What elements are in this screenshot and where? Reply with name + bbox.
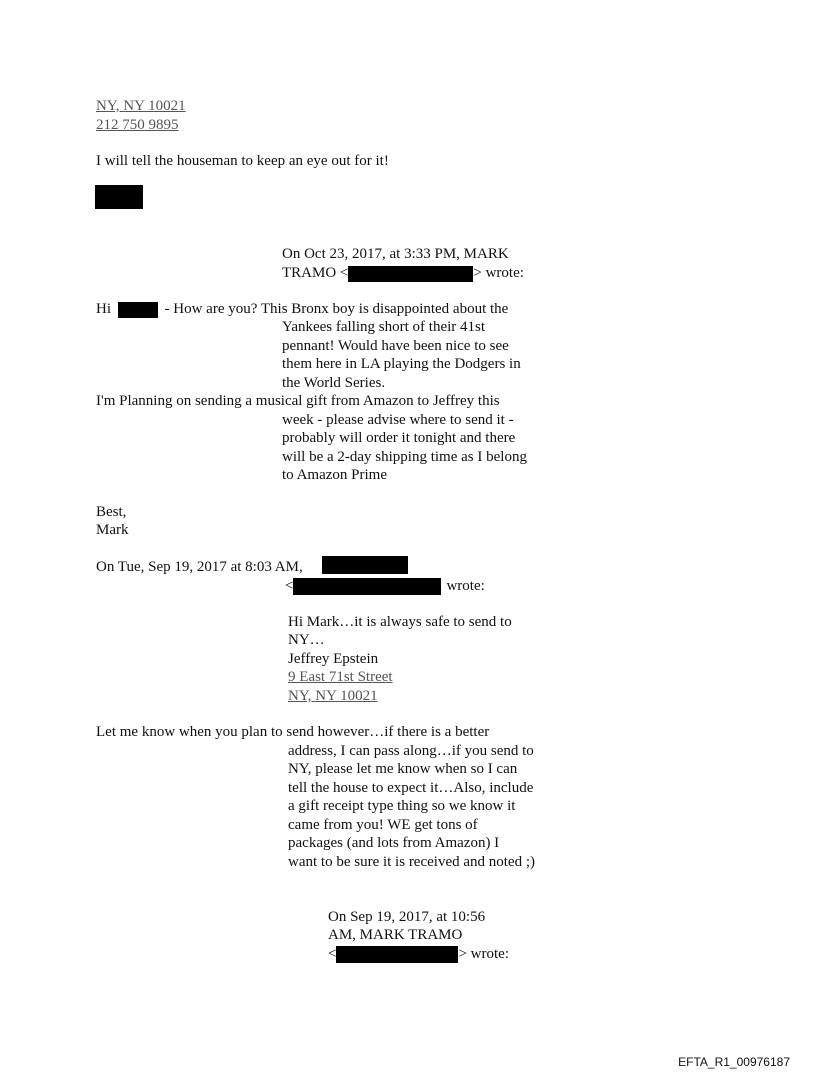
msg1-greeting: Hi — [96, 301, 111, 317]
msg3-line: want to be sure it is received and noted ;) — [288, 854, 536, 870]
redaction-block-signature — [95, 185, 143, 209]
msg3-line: address, I can pass along…if you send to — [288, 743, 534, 759]
quote-header-1-line2 — [282, 264, 524, 282]
quote-header-3-lt: < — [328, 946, 337, 962]
signoff: Best, — [96, 504, 127, 520]
msg2-line: Hi Mark…it is always safe to send to — [288, 614, 512, 630]
msg1-line: pennant! Would have been nice to see — [282, 338, 509, 354]
quote-header-2-line1 — [96, 558, 303, 576]
msg1-para2-first: I'm Planning on sending a musical gift from Amazon to Jeffrey this — [96, 393, 500, 409]
msg1-line: week - please advise where to send it - — [282, 412, 514, 428]
signature-name: Mark — [96, 522, 129, 538]
address-city-link[interactable]: NY, NY 10021 — [96, 98, 186, 114]
quote-header-3-line2: AM, MARK TRAMO — [328, 927, 463, 943]
msg3-line: a gift receipt type thing so we know it — [288, 798, 516, 814]
quote-header-2-lt: < — [285, 578, 294, 594]
msg3-line: NY, please let me know when so I can — [288, 761, 518, 777]
quote-header-3-wrote: > wrote: — [458, 946, 509, 962]
msg3-line: tell the house to expect it…Also, include — [288, 780, 534, 796]
msg3-line: came from you! WE get tons of — [288, 817, 478, 833]
redaction-block-sender — [322, 556, 408, 574]
quote-header-3-line1: On Sep 19, 2017, at 10:56 — [328, 909, 486, 925]
redaction-block-name — [118, 302, 158, 318]
reply-text: I will tell the houseman to keep an eye out for it! — [96, 153, 389, 169]
msg1-line: the World Series. — [282, 375, 386, 391]
redaction-block-email — [336, 946, 458, 963]
quote-header-1-wrote: > wrote: — [473, 265, 524, 281]
msg1-para1-text: - How are you? This Bronx boy is disappointed about the — [164, 301, 509, 317]
msg1-line: probably will order it tonight and there — [282, 430, 516, 446]
phone-link[interactable]: 212 750 9895 — [96, 117, 179, 133]
redaction-block-email — [293, 578, 441, 595]
quote-header-1-name: TRAMO < — [282, 265, 349, 281]
msg1-line: to Amazon Prime — [282, 467, 387, 483]
msg1-line: Yankees falling short of their 41st — [282, 319, 486, 335]
city-address-link[interactable]: NY, NY 10021 — [288, 688, 378, 704]
msg2-line: Jeffrey Epstein — [288, 651, 379, 667]
msg1-line: them here in LA playing the Dodgers in — [282, 356, 521, 372]
street-address-link[interactable]: 9 East 71st Street — [288, 669, 393, 685]
quote-header-2-line2 — [285, 577, 485, 595]
msg3-first: Let me know when you plan to send however…if there is a better — [96, 724, 490, 740]
msg1-line: will be a 2-day shipping time as I belong — [282, 449, 527, 465]
quote-header-2-wrote: wrote: — [446, 578, 485, 594]
quote-header-3-line3 — [328, 945, 509, 963]
msg3-line: packages (and lots from Amazon) I — [288, 835, 500, 851]
msg2-line: NY… — [288, 632, 325, 648]
quote-header-2-date: On Tue, Sep 19, 2017 at 8:03 AM, — [96, 559, 303, 575]
document-id-footer: EFTA_R1_00976187 — [678, 1055, 790, 1069]
redaction-block-email — [348, 266, 473, 282]
msg1-para1-first — [96, 300, 508, 318]
quote-header-1-line1: On Oct 23, 2017, at 3:33 PM, MARK — [282, 246, 509, 262]
